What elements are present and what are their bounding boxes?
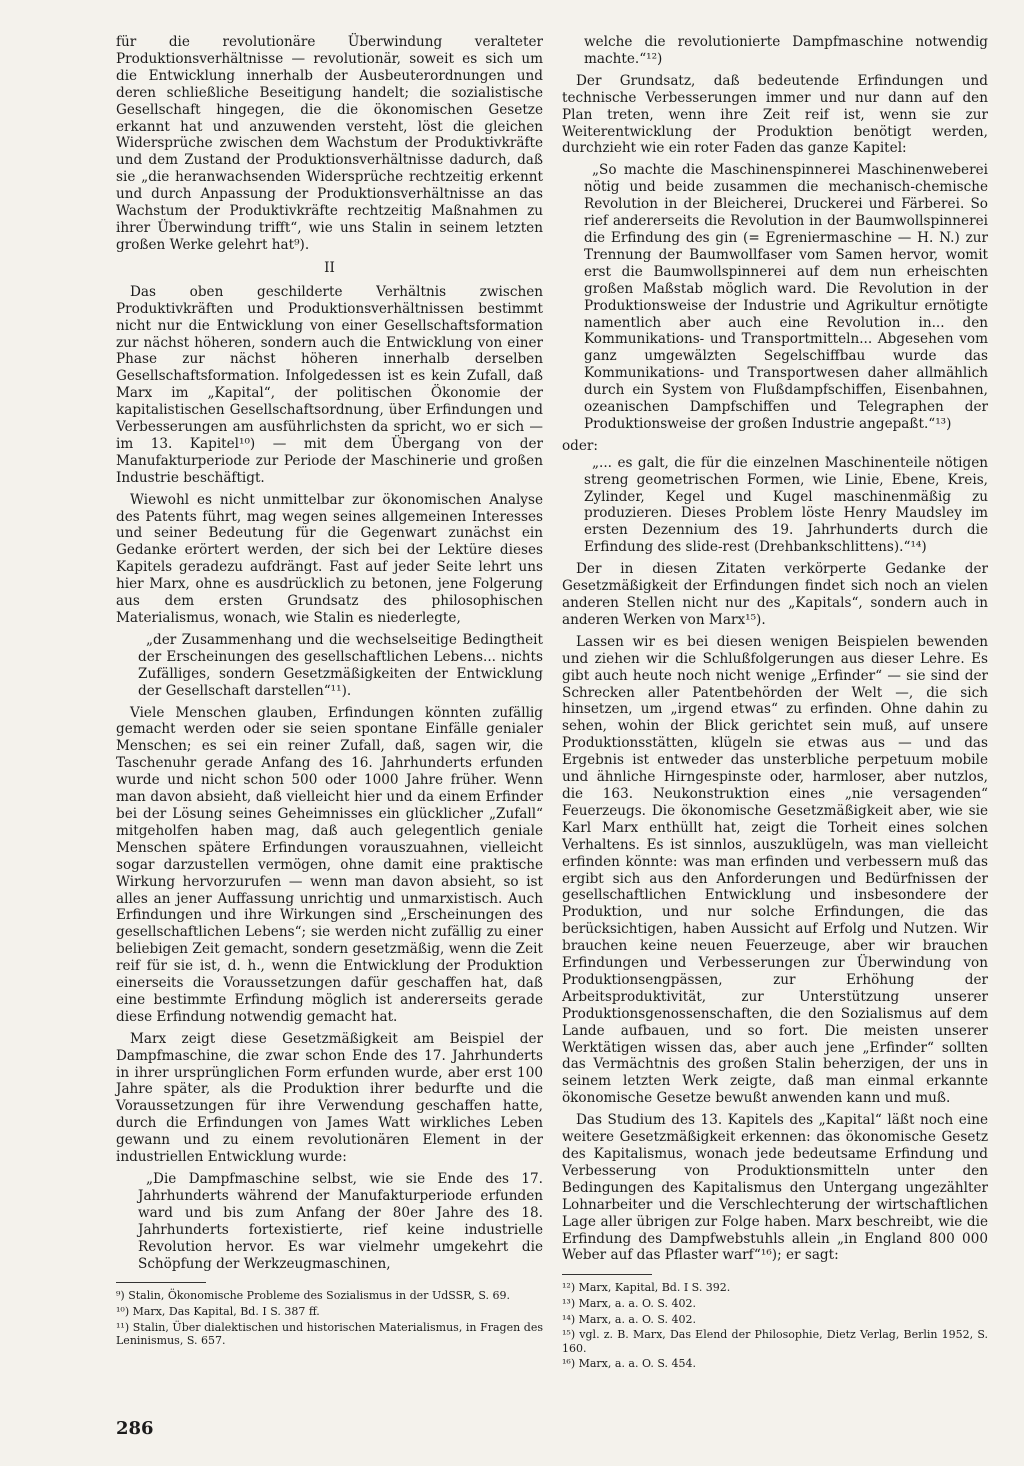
block-quote-continuation: welche die revolutionierte Dampfmaschine notwendig machte.“¹²) [584,34,988,67]
paragraph: Viele Menschen glauben, Erfindungen könnten zufällig gemacht werden oder sie seien spontane Einfälle genialer Menschen; es sei ein reiner Zufall, daß, sagen wir, die Taschenuhr gerade Anfang des 16. Jahrhunderts erfunden wurde und nicht schon 500 oder 1000 Jahre früher. Wenn man davon absieht, daß vielleicht hier und da einem Erfinder bei der Lösung seines Geheimnisses ein glücklicher „Zufall“ mitgeholfen haben mag, daß auch gelegentlich geniale Menschen spätere Erfindungen vorauszuahnen, vielleicht sogar darzustellen vermögen, ohne damit eine praktische Wirkung hervorzurufen — wenn man davon absieht, so ist alles an jener Auffassung unrichtig und unmarxistisch. Auch Erfindungen und ihre Wirkungen sind „Erscheinungen des gesellschaftlichen Lebens“; sie werden nicht zufällig zu einer beliebigen Zeit gemacht, sondern gesetzmäßig, wenn die Zeit reif für sie ist, d. h., wenn die Entwicklung der Produktion einerseits die Voraussetzungen dafür geschaffen hat, daß eine bestimmte Erfindung möglich ist andererseits gerade diese Erfindung notwendig gemacht hat. [116,704,543,1025]
block-quote: „Die Dampfmaschine selbst, wie sie Ende des 17. Jahrhunderts während der Manufakturperiode erfunden ward und bis zum Anfang der 80er Jahre des 18. Jahrhunderts fortexistierte, rief keine industrielle Revolution hervor. Es war vielmehr umgekehrt die Schöpfung der Werkzeugmaschinen, [138,1171,543,1272]
paragraph: Das oben geschilderte Verhältnis zwischen Produktivkräften und Produktionsverhältnissen bestimmt nicht nur die Entwicklung von einer Gesellschaftsformation zur nächst höheren, sondern auch die Entwicklung von einer Phase zur nächst höheren innerhalb derselben Gesellschaftsformation. Infolgedessen ist es kein Zufall, daß Marx im „Kapital“, der politischen Ökonomie der kapitalistischen Gesellschaftsordnung, über Erfindungen und Verbesserungen am ausführlichsten da spricht, wo er sich — im 13. Kapitel¹⁰) — mit dem Übergang von der Manufakturperiode zur Periode der Maschinerie und großen Industrie beschäftigt. [116,283,543,486]
paragraph: Wiewohl es nicht unmittelbar zur ökonomischen Analyse des Patents führt, mag wegen seines allgemeinen Interesses und seiner Bedeutung für die Gegenwart zunächst ein Gedanke erörtert werden, der sich bei der Lektüre dieses Kapitels geradezu aufdrängt. Fast auf jeder Seite lehrt uns hier Marx, ohne es ausdrücklich zu betonen, jene Folgerung aus dem ersten Grundsatz des philosophischen Materialismus, wonach, wie Stalin es niederlegte, [116,491,543,626]
block-quote: „der Zusammenhang und die wechselseitige Bedingtheit der Erscheinungen des gesellschaftlichen Lebens... nichts Zufälliges, sondern Gesetzmäßigkeiten der Entwicklung der Gesellschaft darstellen“¹¹). [138,631,543,699]
footnote: ¹⁶) Marx, a. a. O. S. 454. [562,1357,696,1371]
section-heading: II [324,259,335,276]
footnote: ¹¹) Stalin, Über dialektischen und historischen Materialismus, in Fragen des Leninismus, S. 657. [116,1320,543,1348]
footnote: ⁹) Stalin, Ökonomische Probleme des Sozialismus in der UdSSR, S. 69. [116,1289,511,1303]
connector-text: oder: [562,437,599,454]
paragraph: Lassen wir es bei diesen wenigen Beispielen bewenden und ziehen wir die Schlußfolgerungen aus dieser Lehre. Es gibt auch heute noch nicht wenige „Erfinder“ — sie sind der Schrecken aller Patentbehörden der Welt —, die sich hinsetzen, um „irgend etwas“ zu erfinden. Ohne dahin zu sehen, wohin der Blick gerichtet sein muß, auf unsere Produktionsstätten, klügeln sie etwas aus — und das Ergebnis ist entweder das unsterbliche perpetuum mobile und ähnliche Hirngespinste oder, harmloser, aber nutzlos, die 163. Neukonstruktion eines „nie versagenden“ Feuerzeugs. Die ökonomische Gesetzmäßigkeit aber, wie sie Karl Marx enthüllt hat, zeigt die Torheit eines solchen Verhaltens. Es ist sinnlos, auszuklügeln, was man vielleicht erfinden könnte: was man erfinden und verbessern muß das ergibt sich aus den Anforderungen und Bedürfnissen der gesellschaftlichen Entwicklung und insbesondere der Produktion, und nur solche Erfindungen, die das berücksichtigen, haben Aussicht auf Erfolg und Nutzen. Wir brauchen keine neuen Feuerzeuge, aber wir brauchen Erfindungen und Verbesserungen zur Überwindung von Produktionsengpässen, zur Erhöhung der Arbeitsproduktivität, zur Unterstützung unserer Produktionsgenossenschaften, die den Sozialismus auf dem Lande aufbauen, und so fort. Die meisten unserer Werktätigen wissen das, aber auch jene „Erfinder“ sollten das Vermächtnis des großen Stalin beherzigen, der uns in seinem letzten Werk zeigte, daß man einmal erkannte ökonomische Gesetze bewußt anwenden kann und muß. [562,633,988,1107]
footnote: ¹⁵) vgl. z. B. Marx, Das Elend der Philosophie, Dietz Verlag, Berlin 1952, S. 160. [562,1328,988,1355]
paragraph: Das Studium des 13. Kapitels des „Kapital“ läßt noch eine weitere Gesetzmäßigkeit erkennen: das ökonomische Gesetz des Kapitalismus, wonach jede bedeutsame Erfindung und Verbesserung von Produktionsmitteln unter den Bedingungen des Kapitalismus den Untergang ungezählter Lohnarbeiter und die Verschlechterung der wirtschaftlichen Lage aller übrigen zur Folge haben. Marx beschreibt, wie die Erfindung des Dampfwebstuhls allein „in England 800 000 Weber auf das Pflaster warf“¹⁶); er sagt: [562,1112,988,1264]
paragraph: Der in diesen Zitaten verkörperte Gedanke der Gesetzmäßigkeit der Erfindungen findet sich noch an vielen anderen Stellen nicht nur des „Kapitals“, sondern auch in anderen Werken von Marx¹⁵). [562,561,988,628]
footnote: ¹⁴) Marx, a. a. O. S. 402. [562,1312,696,1326]
footnotes [562,1281,988,1371]
paragraph: Der Grundsatz, daß bedeutende Erfindungen und technische Verbesserungen immer und nur dann auf den Plan treten, wenn ihre Zeit reif ist, wenn sie zur Weiterentwicklung der Produktion benötigt werden, durchzieht wie ein roter Faden das ganze Kapitel: [562,72,988,157]
right-column [562,34,988,1373]
footnote-divider [562,1274,652,1275]
block-quote: „... es galt, die für die einzelnen Maschinenteile nötigen streng geometrischen Formen, wie Linie, Ebene, Kreis, Zylinder, Kegel und Kugel maschinenmäßig zu produzieren. Dieses Problem löste Henry Maudsley im ersten Dezennium des 19. Jahrhunderts durch die Erfindung des slide-rest (Drehbankschlittens).“¹⁴) [584,454,988,556]
page-number: 286 [116,1418,154,1439]
footnote-divider [116,1282,206,1283]
footnote: ¹⁰) Marx, Das Kapital, Bd. I S. 387 ff. [116,1305,320,1319]
footnotes [116,1289,543,1347]
footnote: ¹³) Marx, a. a. O. S. 402. [562,1296,696,1310]
paragraph: Marx zeigt diese Gesetzmäßigkeit am Beispiel der Dampfmaschine, die zwar schon Ende des 17. Jahrhunderts in ihrer ursprünglichen Form erfunden wurde, aber erst 100 Jahre später, als die Produktion ihrer bedurfte und die Voraussetzungen für ihre Verwendung geschaffen hatte, durch die Erfindungen von James Watt wirkliches Leben gewann und zu einem revolutionären Element in der industriellen Entwicklung wurde: [116,1030,543,1166]
paragraph: für die revolutionäre Überwindung veralteter Produktionsverhältnisse — revolutionär, soweit es sich um die Entwicklung innerhalb der Ausbeuterordnungen und deren schließliche Beseitigung handelt; die sozialistische Gesellschaft hingegen, die die ökonomischen Gesetze erkannt hat und anzuwenden versteht, löst die gleichen Widersprüche zwischen dem Wachstum der Produktivkräfte und dem Zustand der Produktionsverhältnisse dadurch, daß sie „die heranwachsenden Widersprüche rechtzeitig erkennt und durch Anpassung der Produktionsverhältnisse an das Wachstum der Produktivkräfte rechtzeitig Maßnahmen zu ihrer Überwindung trifft“, wie uns Stalin in seinem letzten großen Werke gelehrt hat⁹). [116,34,543,253]
footnote: ¹²) Marx, Kapital, Bd. I S. 392. [562,1281,731,1295]
left-column [116,34,543,1350]
block-quote: „So machte die Maschinenspinnerei Maschinenweberei nötig und beide zusammen die mechanisch-chemische Revolution in der Bleicherei, Druckerei und Färberei. So rief andererseits die Revolution in der Baumwollspinnerei die Erfindung des gin (= Egreniermaschine — H. N.) zur Trennung der Baumwollfaser vom Samen hervor, womit erst die Baumwollspinnerei auf dem nun erheischten großen Maßstab möglich ward. Die Revolution in der Produktionsweise der Industrie und Agrikultur ernötigte namentlich aber auch eine Revolution in... den Kommunikations- und Transportmitteln... Abgesehen vom ganz umgewälzten Segelschiffbau wurde das Kommunikations- und Transportwesen daher allmählich durch ein System von Flußdampfschiffen, Eisenbahnen, ozeanischen Dampfschiffen und Telegraphen der Produktionsweise der großen Industrie angepaßt.“¹³) [584,162,988,432]
